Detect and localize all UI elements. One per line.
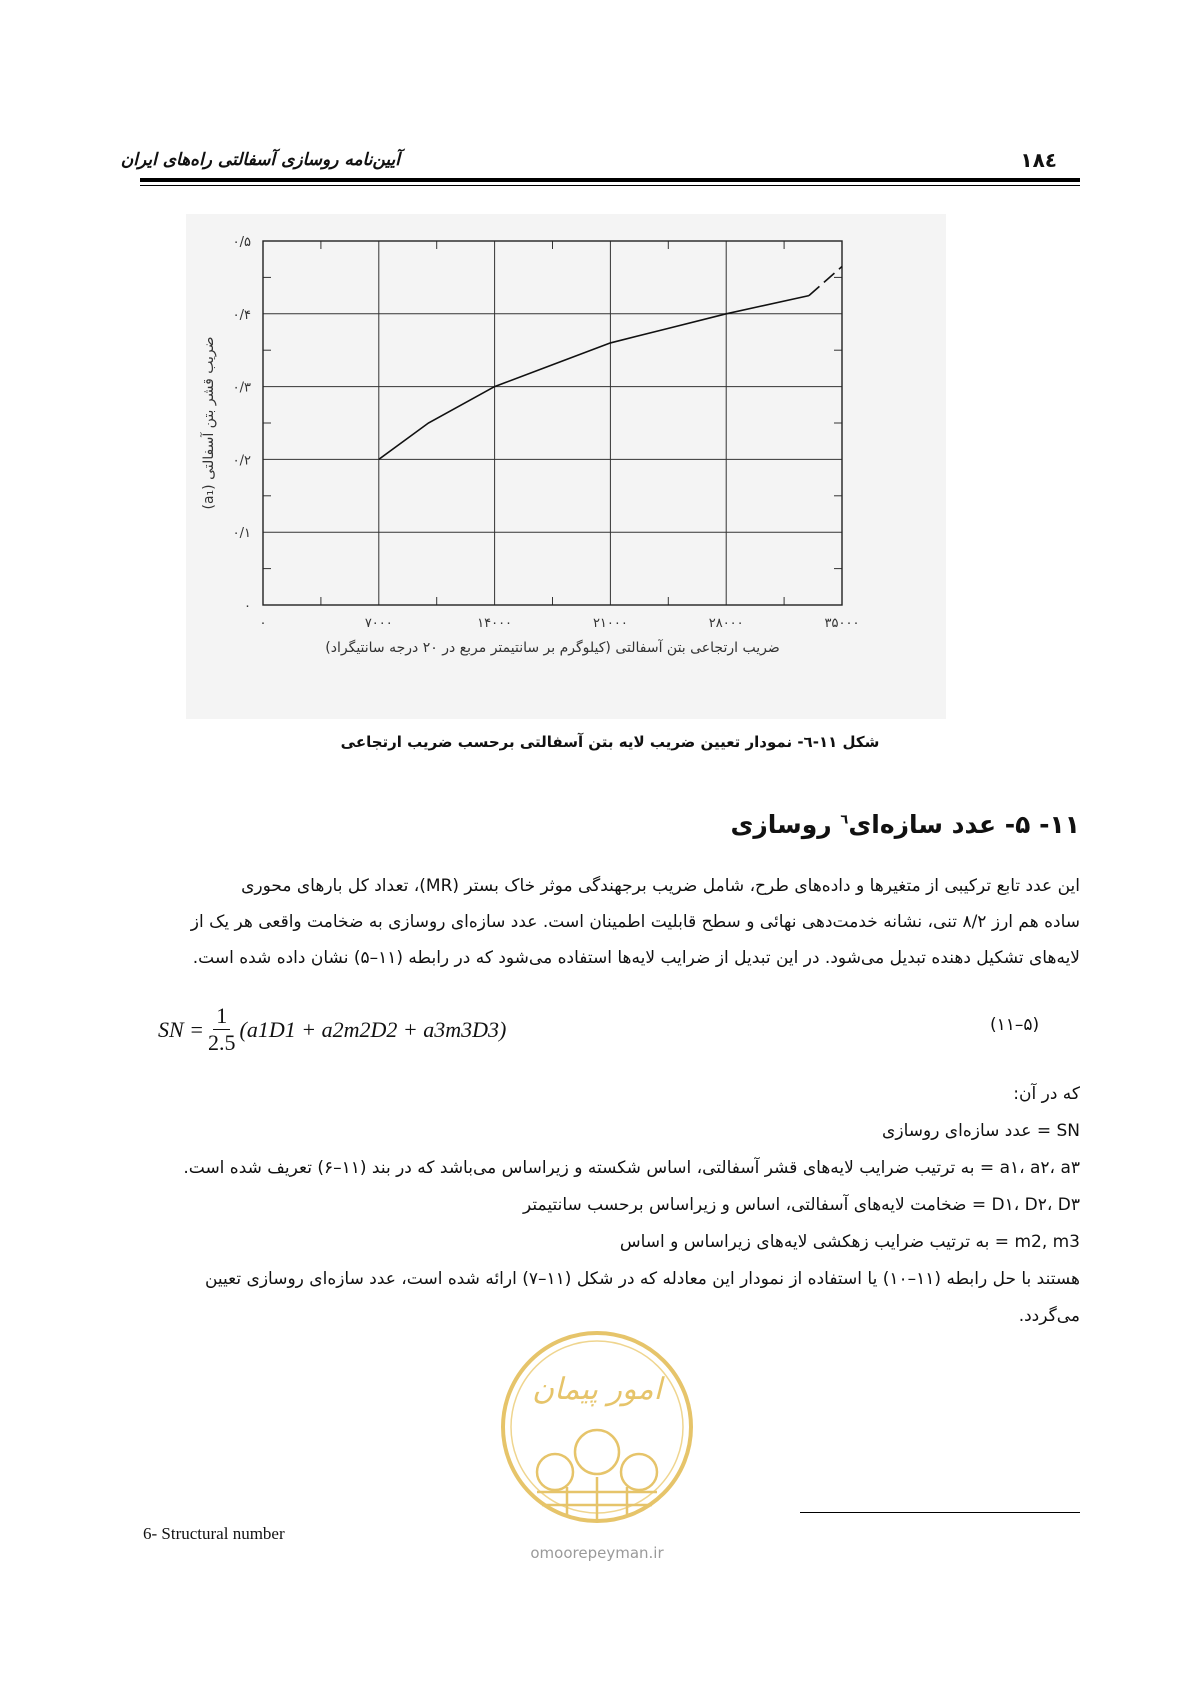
paragraph-line: این عدد تابع ترکیبی از متغیرها و داده‌های طرح، شامل ضریب برجهندگی موثر خاک بستر (MR)، تعداد کل بارهای محوری [241,876,1080,896]
x-tick-labels [260,616,860,631]
section-heading-tail: روسازی [730,810,832,839]
equation-number: (۵–۱۱) [990,1015,1040,1035]
definition-d: D۱، D۲، D۳ = ضخامت لایه‌های آسفالتی، اساس و زیراساس برحسب سانتیمتر [523,1195,1080,1215]
x-tick-label: ۷۰۰۰ [364,616,393,631]
footnote: 6- Structural number [143,1524,285,1543]
footnote-rule [800,1512,1080,1513]
y-tick-label: ۰ [244,599,251,614]
x-axis-label: ضریب ارتجاعی بتن آسفالتی (کیلوگرم بر سانتیمتر مربع در ۲۰ درجه سانتیگراد) [325,640,780,656]
chart-grid [263,241,842,605]
formula-lhs: SN = [158,1016,205,1042]
intro-paragraph [140,868,1080,976]
x-tick-label: ۰ [259,616,267,631]
x-tick-label: ۲۱۰۰۰ [592,616,628,631]
chart-frame [263,241,842,605]
watermark-logo-text: امور پیمان [532,1372,662,1407]
x-tick-label: ۱۴۰۰۰ [477,616,513,631]
definition-sn: SN = عدد سازه‌ای روسازی [882,1121,1080,1141]
y-tick-labels [233,235,251,614]
y-tick-label: ۰/۳ [232,380,251,396]
y-axis-label: ضریب قشر بتن آسفالتی (a₁) [201,336,217,510]
page-number: ۱۸٤ [1020,148,1057,172]
chart-minor-ticks [263,241,842,605]
where-intro: که در آن: [1013,1084,1080,1104]
y-tick-label: ۰/۲ [232,453,251,469]
series-line-extrapolated [809,266,842,295]
section-heading-text: ۱۱- ۵- عدد سازه‌ای [848,810,1080,839]
paragraph-line: ساده هم ارز ۸/۲ تنی، نشانه خدمت‌دهی نهائی و سطح قابلیت اطمینان است. عدد سازه‌ای روسازی به ضخامت واقعی هر یک از [190,912,1080,932]
closing-line: می‌گردد. [1018,1306,1080,1326]
layer-coefficient-chart [186,214,946,719]
header-rule-thick [140,178,1080,182]
y-tick-label: ۰/۱ [232,526,251,542]
closing-line: هستند با حل رابطه (۱۱–۱۰) یا استفاده از نمودار این معادله که در شکل (۱۱–۷) ارائه شده است، عدد سازه‌ای روسازی تعیین [204,1269,1080,1289]
formula-fraction [208,1003,236,1056]
y-tick-label: ۰/۵ [232,235,251,250]
x-tick-label: ۳۵۰۰۰ [824,616,860,631]
watermark-url: omoorepeyman.ir [530,1544,664,1562]
formula-rhs: (a1D1 + a2m2D2 + a3m3D3) [239,1016,507,1042]
paragraph-line: لایه‌های تشکیل دهنده تبدیل می‌شود. در این تبدیل از ضرایب لایه‌ها استفاده می‌شود که در رابطه (۱۱–۵) نشان داده شده است. [192,948,1080,968]
series-line [379,296,809,460]
footnote-marker: ٦ [840,812,849,828]
header-rule-thin [140,185,1080,186]
running-header-title: آیین‌نامه روسازی آسفالتی راه‌های ایران [120,150,400,170]
figure-caption: شکل ۱۱-٦- نمودار تعیین ضریب لایه بتن آسفالتی برحسب ضریب ارتجاعی [340,733,880,751]
section-heading [730,810,1080,839]
watermark-logo [497,1327,697,1527]
y-tick-label: ۰/۴ [232,307,251,323]
x-tick-label: ۲۸۰۰۰ [708,616,744,631]
formula-denominator: 2.5 [208,1030,236,1055]
formula-numerator: 1 [213,1003,230,1030]
definition-m: m2, m3 = به ترتیب ضرایب زهکشی لایه‌های زیراساس و اساس [619,1232,1080,1252]
structural-number-formula [158,1003,506,1056]
definition-a: a۱، a۲، a۳ = به ترتیب ضرایب لایه‌های قشر آسفالتی، اساس شکسته و زیراساس می‌باشد که در بند (۱۱–۶) تعریف شده است. [183,1158,1080,1178]
